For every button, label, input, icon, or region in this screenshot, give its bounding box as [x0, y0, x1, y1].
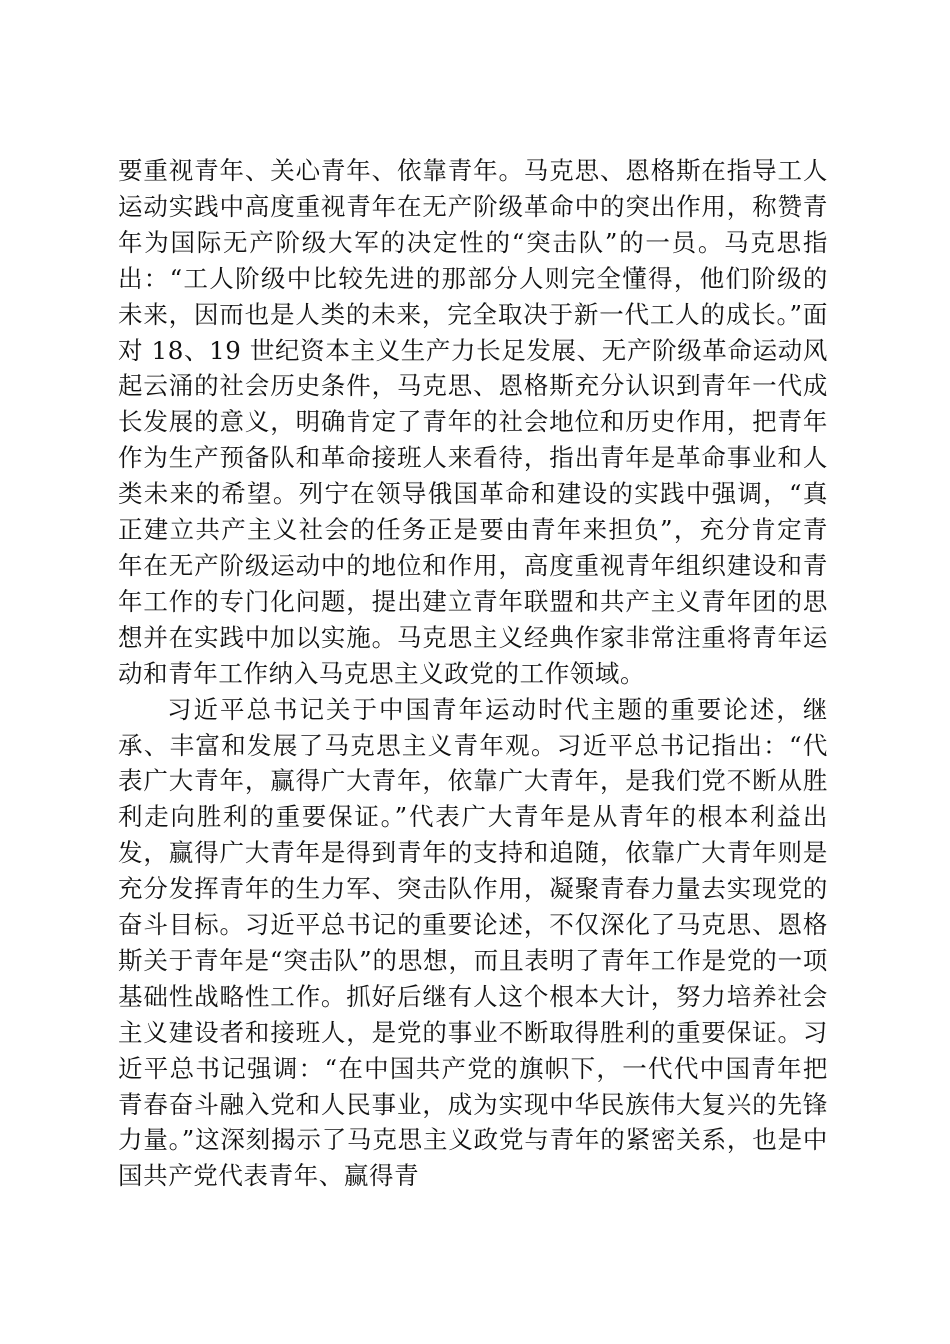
- paragraph-1: 要重视青年、关心青年、依靠青年。马克思、恩格斯在指导工人运动实践中高度重视青年在无产阶级革命中的突出作用，称赞青年为国际无产阶级大军的决定性的“突击队”的一员。马克思指出：“工人阶级中比较先进的那部分人则完全懂得，他们阶级的未来，因而也是人类的未来，完全取决于新一代工人的成长。”面对 18、19 世纪资本主义生产力长足发展、无产阶级革命运动风起云涌的社会历史条件，马克思、恩格斯充分认识到青年一代成长发展的意义，明确肯定了青年的社会地位和历史作用，把青年作为生产预备队和革命接班人来看待，指出青年是革命事业和人类未来的希望。列宁在领导俄国革命和建设的实践中强调，“真正建立共产主义社会的任务正是要由青年来担负”，充分肯定青年在无产阶级运动中的地位和作用，高度重视青年组织建设和青年工作的专门化问题，提出建立青年联盟和共产主义青年团的思想并在实践中加以实施。马克思主义经典作家非常注重将青年运动和青年工作纳入马克思主义政党的工作领域。: [118, 156, 828, 688]
- body-text: [118, 153, 828, 1194]
- paragraph-2: 习近平总书记关于中国青年运动时代主题的重要论述，继承、丰富和发展了马克思主义青年观。习近平总书记指出：“代表广大青年，赢得广大青年，依靠广大青年，是我们党不断从胜利走向胜利的重要保证。”代表广大青年是从青年的根本利益出发，赢得广大青年是得到青年的支持和追随，依靠广大青年则是充分发挥青年的生力军、突击队作用，凝聚青春力量去实现党的奋斗目标。习近平总书记的重要论述，不仅深化了马克思、恩格斯关于青年是“突击队”的思想，而且表明了青年工作是党的一项基础性战略性工作。抓好后继有人这个根本大计，努力培养社会主义建设者和接班人，是党的事业不断取得胜利的重要保证。习近平总书记强调：“在中国共产党的旗帜下，一代代中国青年把青春奋斗融入党和人民事业，成为实现中华民族伟大复兴的先锋力量。”这深刻揭示了马克思主义政党与青年的紧密关系，也是中国共产党代表青年、赢得青: [118, 694, 828, 1191]
